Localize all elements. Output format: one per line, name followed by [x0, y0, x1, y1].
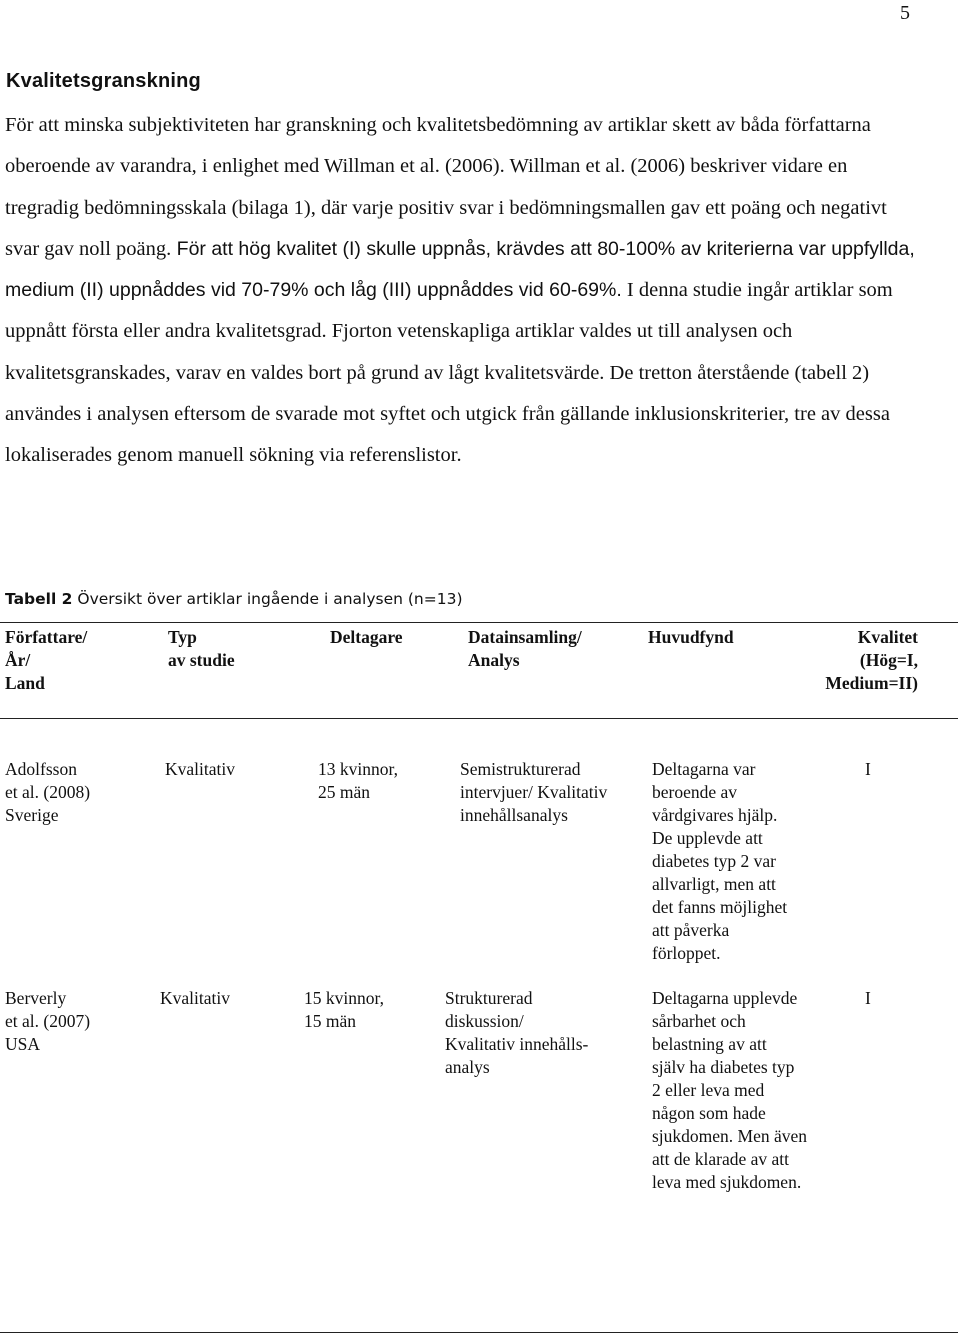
section-heading: Kvalitetsgranskning	[6, 70, 201, 92]
table-bottom-rule	[0, 1332, 958, 1333]
table-caption-text: Översikt över artiklar ingående i analysen (n=13)	[72, 590, 463, 608]
cell-main-findings: Deltagarna var beroende av vårdgivares hjälp. De upplevde att diabetes typ 2 var allvarligt, men att det fanns möjlighet att påverka förloppet.	[652, 759, 788, 963]
header-type: Typ av studie	[168, 627, 235, 670]
header-quality: Kvalitet (Hög=I, Medium=II)	[825, 627, 918, 693]
table-caption	[5, 590, 463, 608]
table-caption-label: Tabell 2	[5, 590, 73, 608]
page-number: 5	[900, 2, 910, 24]
table-top-rule	[0, 622, 958, 623]
cell-author: Berverly et al. (2007) USA	[5, 988, 91, 1054]
header-participants: Deltagare	[330, 627, 403, 647]
paragraph-part-1: För att minska subjektiviteten har granskning och kvalitetsbedömning av artiklar skett av båda författarna oberoende av varandra, i enlighet med Willman et al. (2006). Willman et al. (2006) beskriver vidare en tregradig bedömningsskala (bilaga 1), där varje positiv svar i bedömningsmallen gav ett poäng och negativt svar gav noll poäng.	[5, 114, 887, 260]
cell-data-collection: Semistrukturerad intervjuer/ Kvalitativ innehållsanalys	[460, 759, 608, 825]
paragraph-part-2: För att hög kvalitet (I) skulle uppnås, krävdes att 80-100% av kriterierna var uppfyllda, medium (II) uppnåddes vid 70-79% och låg (III) uppnåddes vid 60-69%.	[5, 237, 915, 302]
header-main-findings: Huvudfynd	[648, 627, 734, 647]
header-data-collection: Datainsamling/ Analys	[468, 627, 582, 670]
cell-participants: 13 kvinnor, 25 män	[318, 759, 398, 802]
body-paragraph	[5, 105, 920, 477]
cell-data-collection: Strukturerad diskussion/ Kvalitativ innehålls- analys	[445, 988, 589, 1077]
cell-quality: I	[865, 988, 871, 1008]
cell-quality: I	[865, 759, 871, 779]
header-author: Författare/ År/ Land	[5, 627, 88, 693]
cell-type: Kvalitativ	[160, 988, 230, 1008]
cell-participants: 15 kvinnor, 15 män	[304, 988, 384, 1031]
table-header-rule	[0, 718, 958, 719]
cell-main-findings: Deltagarna upplevde sårbarhet och belastning av att själv ha diabetes typ 2 eller leva med någon som hade sjukdomen. Men även att de klarade av att leva med sjukdomen.	[652, 988, 808, 1192]
cell-type: Kvalitativ	[165, 759, 235, 779]
cell-author: Adolfsson et al. (2008) Sverige	[5, 759, 91, 825]
paragraph-part-3: I denna studie ingår artiklar som uppnått första eller andra kvalitetsgrad. Fjorton vetenskapliga artiklar valdes ut till analysen och kvalitetsgranskades, varav en valdes bort på grund av lågt kvalitetsvärde. De tretton återstående (tabell 2) användes i analysen eftersom de svarade mot syftet och utgick från gällande inklusionskriterier, tre av dessa lokaliserades genom manuell sökning via referenslistor.	[5, 279, 893, 467]
overview-table	[0, 620, 960, 1336]
